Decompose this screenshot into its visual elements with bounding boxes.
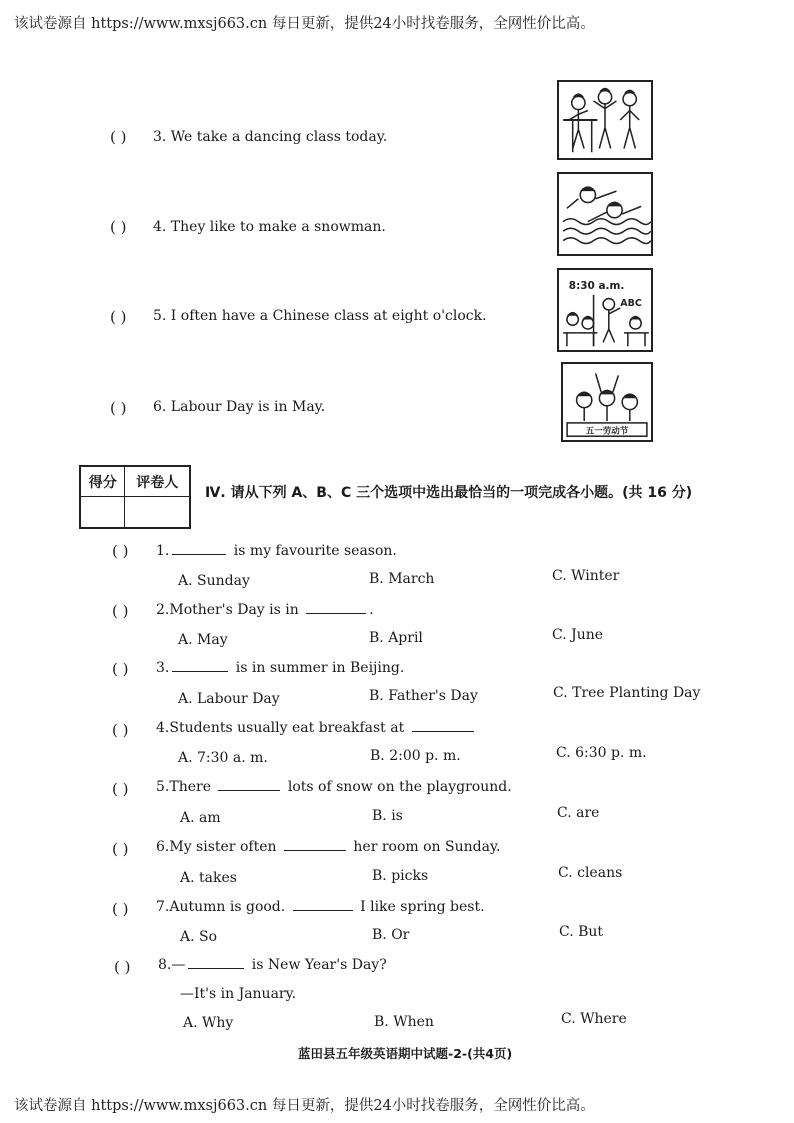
answer-blank[interactable] bbox=[172, 553, 226, 555]
question-number: 1. bbox=[156, 543, 170, 559]
labour-day-picture bbox=[561, 362, 653, 442]
answer-paren[interactable]: ( ) bbox=[112, 840, 129, 858]
question-stem: 5.There lots of snow on the playground. bbox=[156, 779, 512, 795]
option-b[interactable]: B. Or bbox=[372, 927, 410, 943]
score-box bbox=[79, 465, 191, 529]
answer-paren[interactable]: ( ) bbox=[114, 958, 131, 976]
answer-blank[interactable] bbox=[412, 730, 474, 732]
dancers-illustration bbox=[559, 82, 651, 158]
score-table bbox=[80, 466, 190, 528]
answer-paren[interactable]: ( ) bbox=[110, 308, 127, 326]
option-a[interactable]: A. Labour Day bbox=[178, 691, 280, 707]
option-b[interactable]: B. April bbox=[369, 630, 423, 646]
answer-paren[interactable]: ( ) bbox=[110, 399, 127, 417]
option-c[interactable]: C. cleans bbox=[558, 865, 623, 881]
question-number: 5. bbox=[156, 779, 170, 795]
answer-blank[interactable] bbox=[293, 909, 353, 911]
top-banner: 该试卷源自 https://www.mxsj663.cn 每日更新，提供24小时找卷服务，全网性价比高。 bbox=[14, 16, 595, 32]
answer-paren[interactable]: ( ) bbox=[110, 218, 127, 236]
bottom-banner: 该试卷源自 https://www.mxsj663.cn 每日更新，提供24小时找卷服务，全网性价比高。 bbox=[14, 1098, 595, 1114]
question-stem: 3. is in summer in Beijing. bbox=[156, 660, 405, 676]
answer-paren[interactable]: ( ) bbox=[112, 780, 129, 798]
option-c[interactable]: C. Tree Planting Day bbox=[553, 685, 701, 701]
reviewer-cell[interactable] bbox=[125, 497, 190, 528]
option-c[interactable]: C. Where bbox=[561, 1011, 627, 1027]
question-stem: 2.Mother's Day is in . bbox=[156, 602, 374, 618]
answer-paren[interactable]: ( ) bbox=[112, 721, 129, 739]
option-b[interactable]: B. Father's Day bbox=[369, 688, 478, 704]
option-b[interactable]: B. When bbox=[374, 1014, 434, 1030]
classroom-illustration bbox=[559, 270, 651, 350]
picture-time-label: 8:30 a.m. bbox=[568, 280, 625, 293]
answer-blank[interactable] bbox=[218, 789, 280, 791]
dancing-class-picture bbox=[557, 80, 653, 160]
answer-blank[interactable] bbox=[188, 967, 244, 969]
question-number: 2. bbox=[156, 602, 170, 618]
option-a[interactable]: A. So bbox=[180, 929, 218, 945]
answer-paren[interactable]: ( ) bbox=[110, 128, 127, 146]
answer-blank[interactable] bbox=[306, 612, 366, 614]
option-a[interactable]: A. 7:30 a. m. bbox=[178, 750, 268, 766]
option-c[interactable]: C. are bbox=[557, 805, 600, 821]
swimming-picture bbox=[557, 172, 653, 256]
option-a[interactable]: A. takes bbox=[180, 870, 237, 886]
option-a[interactable]: A. Why bbox=[183, 1015, 234, 1031]
question-stem: 7.Autumn is good. I like spring best. bbox=[156, 899, 485, 915]
option-a[interactable]: A. am bbox=[180, 810, 221, 826]
option-b[interactable]: B. March bbox=[369, 571, 435, 587]
picture-caption: 五一劳动节 bbox=[585, 426, 629, 437]
option-c[interactable]: C. 6:30 p. m. bbox=[556, 745, 647, 761]
swimmers-illustration bbox=[559, 174, 651, 254]
option-c[interactable]: C. Winter bbox=[552, 568, 620, 584]
option-b[interactable]: B. 2:00 p. m. bbox=[370, 748, 461, 764]
question-reply: —It's in January. bbox=[180, 986, 297, 1002]
question-number: 7. bbox=[156, 899, 170, 915]
option-a[interactable]: A. Sunday bbox=[178, 573, 250, 589]
option-b[interactable]: B. is bbox=[372, 808, 403, 824]
picture-questions bbox=[0, 0, 794, 450]
answer-paren[interactable]: ( ) bbox=[112, 900, 129, 918]
question-text: 4. They like to make a snowman. bbox=[153, 219, 386, 235]
question-number: 6. bbox=[156, 839, 170, 855]
question-stem: 6.My sister often her room on Sunday. bbox=[156, 839, 501, 855]
score-label: 得分 bbox=[81, 467, 125, 497]
question-text: 5. I often have a Chinese class at eight o'clock. bbox=[153, 308, 487, 324]
question-text: 6. Labour Day is in May. bbox=[153, 399, 326, 415]
question-stem: 1. is my favourite season. bbox=[156, 543, 397, 559]
option-c[interactable]: C. But bbox=[559, 924, 604, 940]
question-stem: 4.Students usually eat breakfast at bbox=[156, 720, 477, 736]
labour-day-illustration bbox=[563, 364, 651, 440]
question-number: 4. bbox=[156, 720, 170, 736]
mc-questions bbox=[0, 535, 794, 1035]
page-footer: 蓝田县五年级英语期中试题-2-(共4页) bbox=[298, 1046, 513, 1061]
answer-paren[interactable]: ( ) bbox=[112, 542, 129, 560]
section-title: Ⅳ. 请从下列 A、B、C 三个选项中选出最恰当的一项完成各小题。(共 16 分) bbox=[205, 485, 693, 501]
option-a[interactable]: A. May bbox=[178, 632, 228, 648]
question-stem: 8.— is New Year's Day? bbox=[158, 957, 387, 973]
answer-paren[interactable]: ( ) bbox=[112, 660, 129, 678]
answer-paren[interactable]: ( ) bbox=[112, 602, 129, 620]
picture-board-label: ABC bbox=[620, 298, 642, 310]
english-class-picture bbox=[557, 268, 653, 352]
answer-blank[interactable] bbox=[172, 670, 228, 672]
option-b[interactable]: B. picks bbox=[372, 868, 429, 884]
reviewer-label: 评卷人 bbox=[125, 467, 190, 497]
score-cell[interactable] bbox=[81, 497, 125, 528]
question-number: 8. bbox=[158, 957, 172, 973]
answer-blank[interactable] bbox=[284, 849, 346, 851]
question-text: 3. We take a dancing class today. bbox=[153, 129, 388, 145]
option-c[interactable]: C. June bbox=[552, 627, 604, 643]
question-number: 3. bbox=[156, 660, 170, 676]
